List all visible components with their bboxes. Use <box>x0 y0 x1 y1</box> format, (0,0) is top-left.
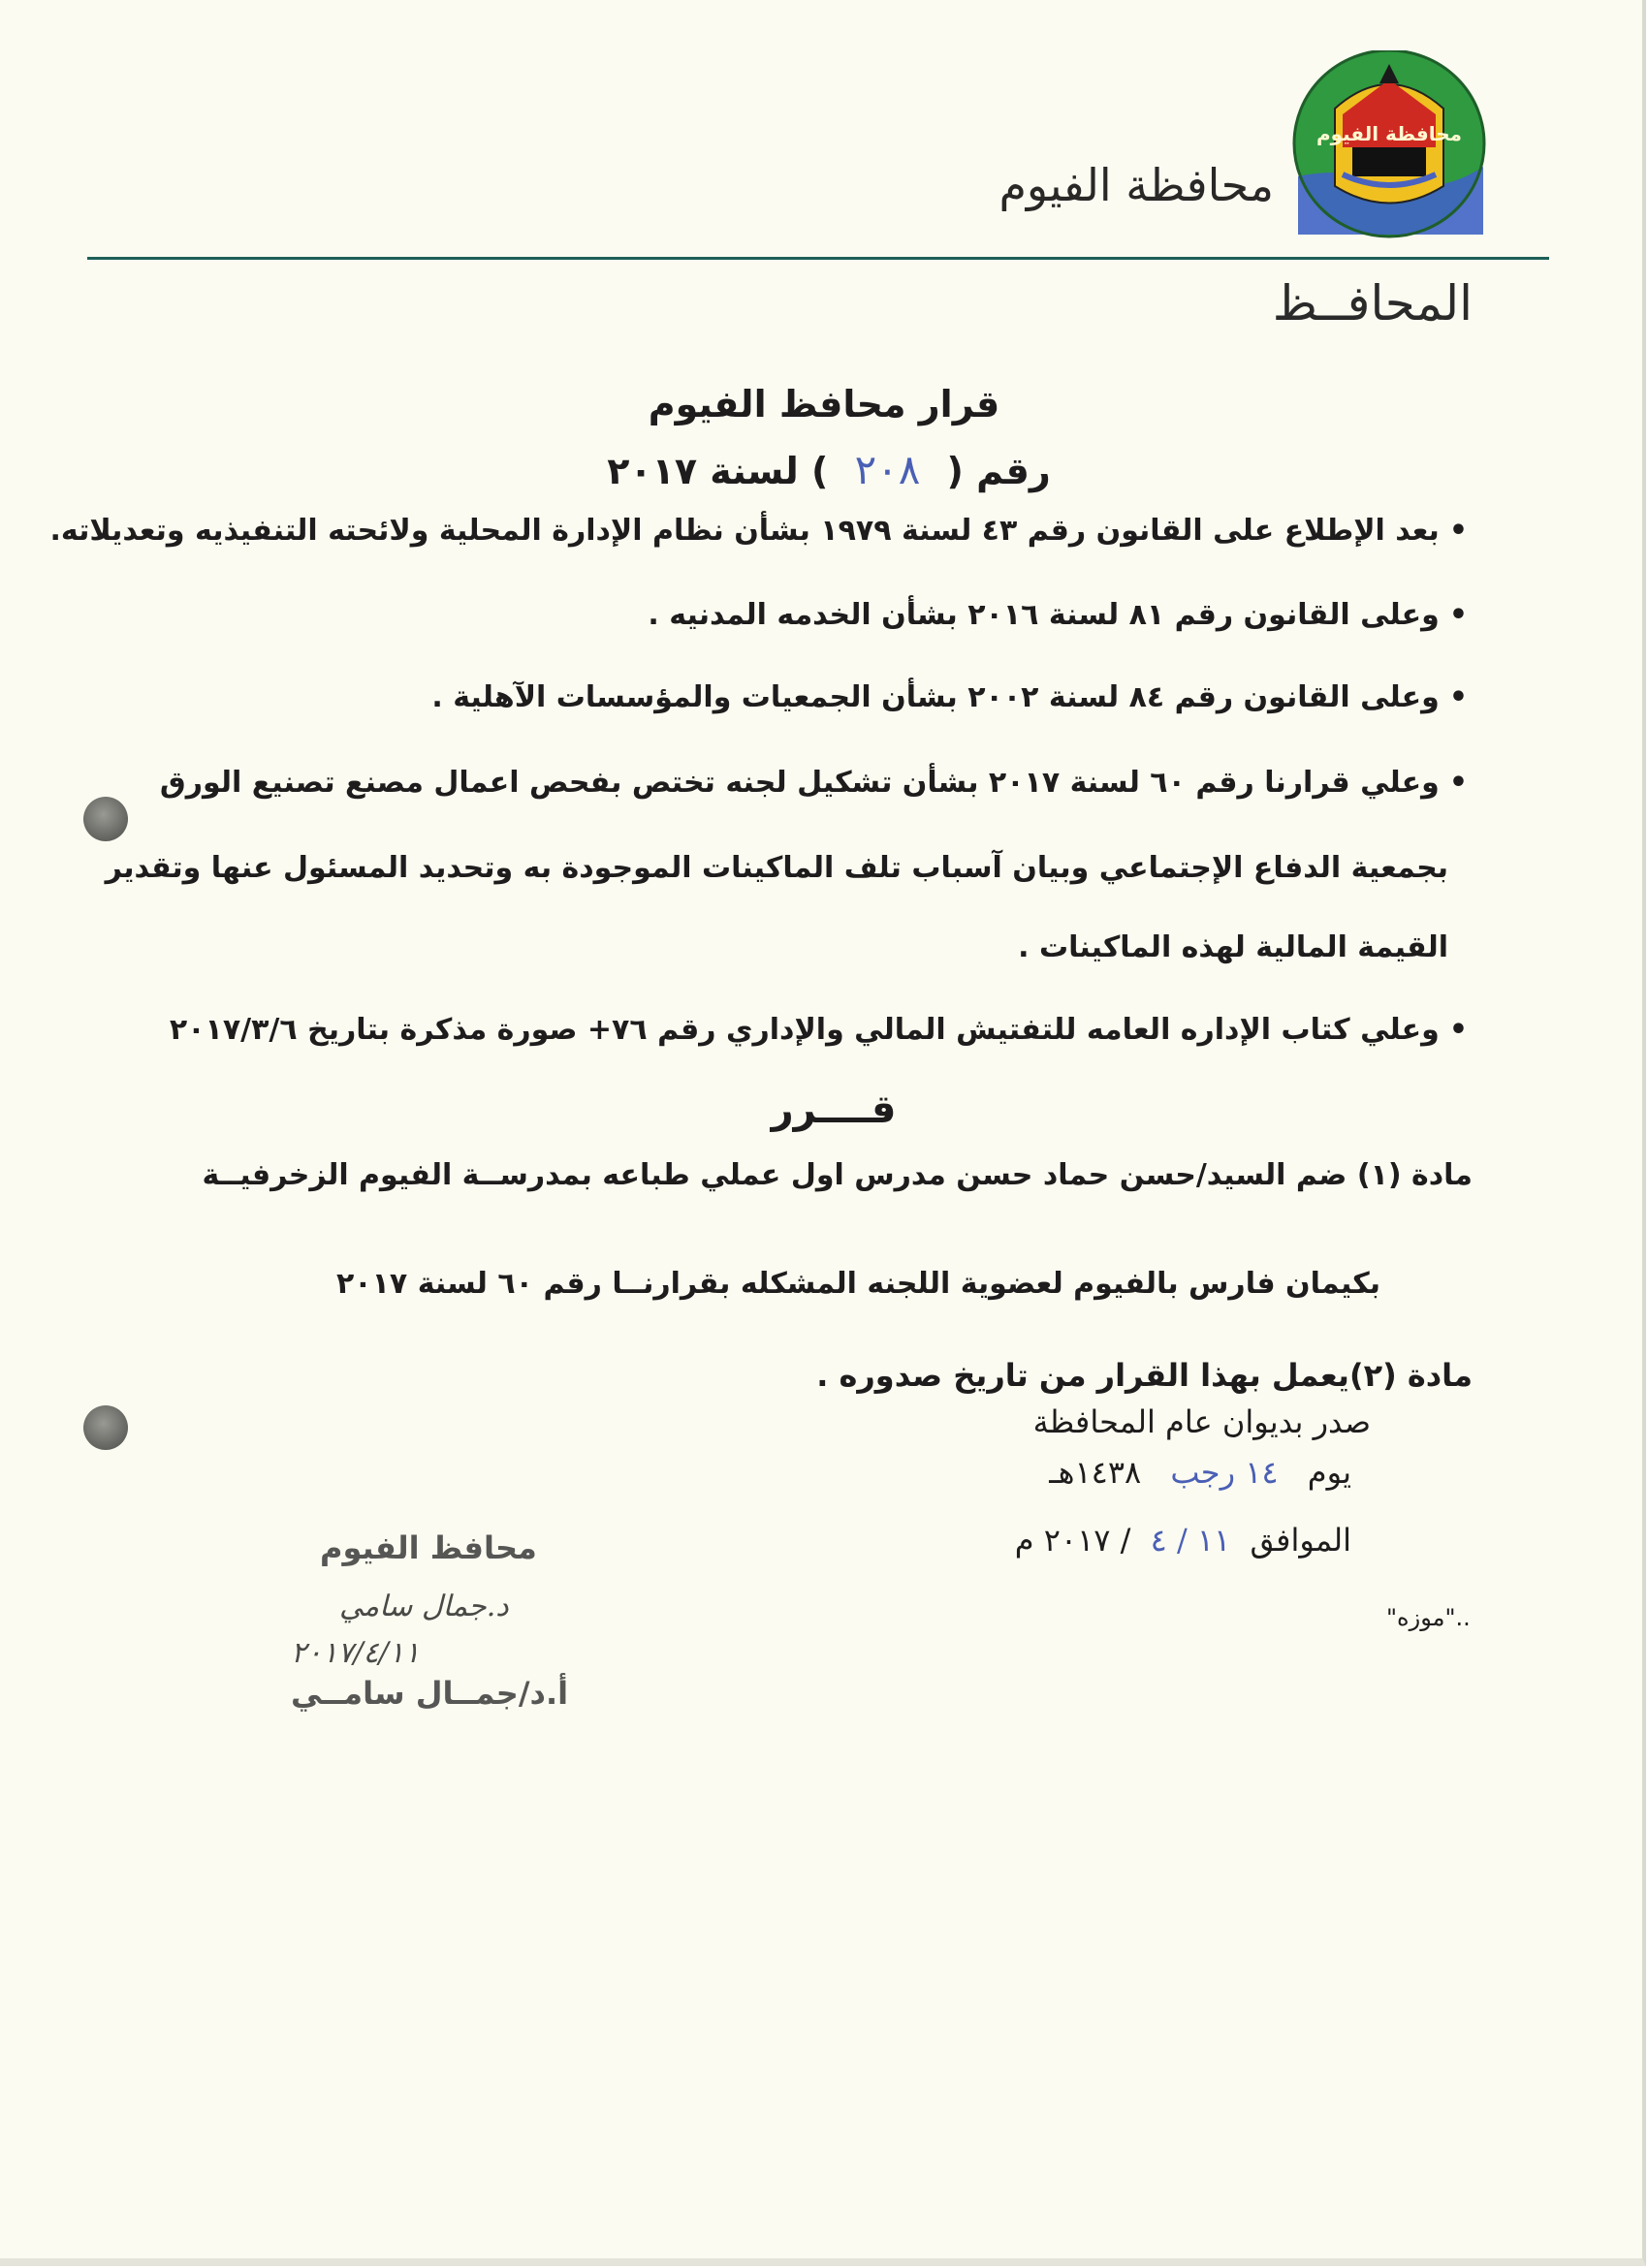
bullet: • <box>1448 514 1468 548</box>
punch-hole <box>83 797 128 841</box>
logo-emblem-icon <box>1284 50 1488 244</box>
bullet: • <box>1448 598 1468 632</box>
corresponding-label: الموافق <box>1250 1522 1351 1559</box>
gregorian-year: / ٢٠١٧ م <box>1014 1522 1131 1559</box>
preamble-line: •وعلى القانون رقم ٨٤ لسنة ٢٠٠٢ بشأن الجمعيات والمؤسسات الآهلية . <box>431 680 1468 714</box>
governorate-name: محافظة الفيوم <box>998 159 1274 211</box>
bullet: • <box>1448 766 1468 800</box>
article-1-line-1: مادة (١) ضم السيد/حسن حماد حسن مدرس اول عملي طباعه بمدرســة الفيوم الزخرفيــة <box>202 1158 1473 1192</box>
preamble-line: •وعلى القانون رقم ٨١ لسنة ٢٠١٦ بشأن الخدمه المدنيه . <box>648 598 1468 632</box>
fayoum-logo <box>1284 50 1488 244</box>
signature-title: محافظ الفيوم <box>320 1529 537 1566</box>
svg-text:محافظة الفيوم: محافظة الفيوم <box>1315 122 1463 145</box>
article-2: مادة (٢)يعمل بهذا القرار من تاريخ صدوره . <box>816 1357 1473 1394</box>
office-title: المحافــظ <box>1272 275 1473 331</box>
bullet: • <box>1448 1013 1468 1047</box>
decision-number-prefix: رقم ( <box>946 450 1051 492</box>
preamble-line: •وعلي كتاب الإداره العامه للتفتيش المالي والإداري رقم ٧٦+ صورة مذكرة بتاريخ ٢٠١٧/٣/٦ <box>169 1013 1468 1047</box>
decision-title: قرار محافظ الفيوم <box>648 383 1000 425</box>
signature-date-handwritten: ٢٠١٧/٤/١١ <box>291 1636 421 1670</box>
preamble-line: القيمة المالية لهذه الماكينات . <box>1018 930 1448 964</box>
signature-scribble: د.جمال سامي <box>339 1590 509 1623</box>
gregorian-date-handwritten: ١١ / ٤ <box>1150 1522 1231 1559</box>
issued-at: صدر بديوان عام المحافظة <box>1032 1403 1371 1440</box>
signatory-name: أ.د/جمــال سامــي <box>291 1675 569 1712</box>
decision-number-suffix: ) لسنة ٢٠١٧ <box>607 450 829 492</box>
bullet: • <box>1448 680 1468 714</box>
hijri-year: ١٤٣٨هـ <box>1049 1454 1142 1491</box>
decision-number-line <box>601 446 1057 493</box>
preamble-line: •بعد الإطلاع على القانون رقم ٤٣ لسنة ١٩٧٩ بشأن نظام الإدارة المحلية ولائحته التنفيذيه وتعديلاته. <box>49 514 1468 548</box>
article-1-line-2: بكيمان فارس بالفيوم لعضوية اللجنه المشكله بقرارنــا رقم ٦٠ لسنة ٢٠١٧ <box>336 1267 1380 1301</box>
typist-initials: "موزه".. <box>1386 1604 1471 1631</box>
gregorian-date-line <box>1015 1522 1351 1559</box>
day-label: يوم <box>1307 1454 1351 1491</box>
decides-heading: قــــرر <box>771 1087 897 1132</box>
decision-number-handwritten: ٢٠٨ <box>854 446 921 493</box>
header-divider <box>87 257 1549 260</box>
preamble-line: بجمعية الدفاع الإجتماعي وبيان آسباب تلف الماكينات الموجودة به وتحديد المسئول عنها وتقدير <box>105 851 1448 885</box>
hijri-date-handwritten: ١٤ رجب <box>1170 1454 1279 1491</box>
preamble-line: •وعلي قرارنا رقم ٦٠ لسنة ٢٠١٧ بشأن تشكيل لجنه تختص بفحص اعمال مصنع تصنيع الورق <box>159 766 1468 800</box>
hijri-date-line <box>1049 1454 1351 1491</box>
punch-hole <box>83 1405 128 1450</box>
